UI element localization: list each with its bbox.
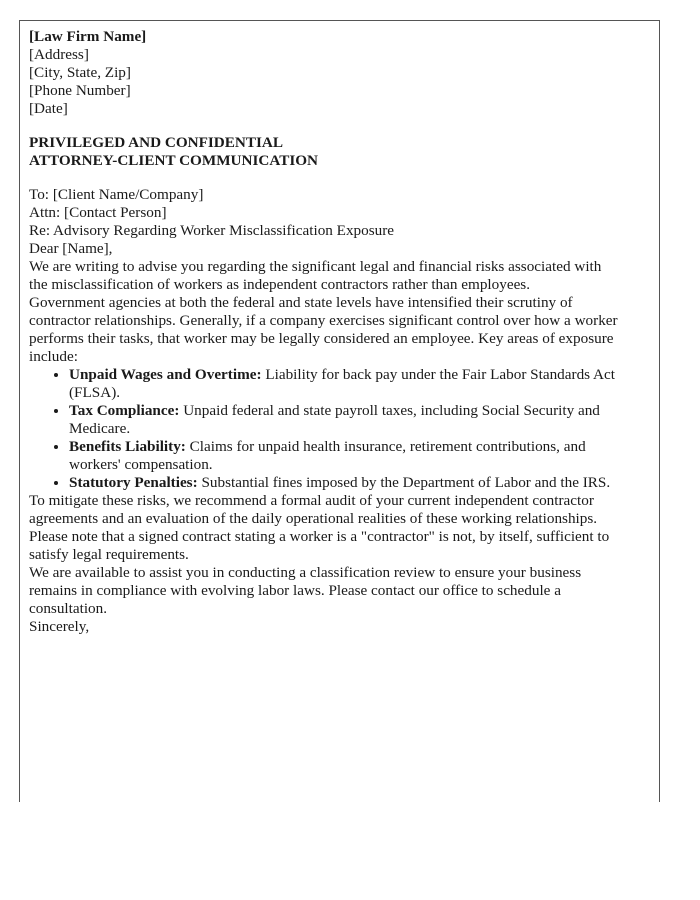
subject-line: Re: Advisory Regarding Worker Misclassification Exposure [29,222,395,239]
firm-city-state-zip: [City, State, Zip] [29,64,131,81]
exposure-list [29,366,619,492]
exposure-term: Benefits Liability: [69,438,186,455]
firm-phone: [Phone Number] [29,82,131,99]
firm-name: [Law Firm Name] [29,28,147,45]
letter-content [29,28,619,636]
exposure-text: Claims for unpaid health insurance, retirement contributions, and workers' compensation. [69,438,586,473]
confidentiality-notice [29,134,619,170]
exposure-text: Liability for back pay under the Fair Labor Standards Act (FLSA). [69,366,615,401]
list-item [69,402,619,438]
intro-paragraph: We are writing to advise you regarding the significant legal and financial risks associated with the misclassification of workers as independent contractors rather than employees. [29,258,602,293]
firm-address: [Address] [29,46,89,63]
recipient-block [29,186,619,240]
letterhead [29,28,619,118]
letter-date: [Date] [29,100,68,117]
closing: Sincerely, [29,618,90,635]
list-item [69,366,619,402]
exposure-term: Unpaid Wages and Overtime: [69,366,262,383]
list-item [69,438,619,474]
exposure-text: Substantial fines imposed by the Department of Labor and the IRS. [197,474,611,491]
mitigate-paragraph: To mitigate these risks, we recommend a formal audit of your current independent contractor agreements and an evaluation of the daily operational realities of these working relationships. Please note that a signed contract stating a worker is a "contractor" is not, by itself, sufficient to satisfy legal requirements. [29,492,610,563]
scrutiny-paragraph: Government agencies at both the federal and state levels have intensified their scrutiny of contractor relationships. Generally, if a company exercises significant control over how a worker performs their tasks, that worker may be legally considered an employee. Key areas of exposure include: [29,294,618,365]
recipient-attn: Attn: [Contact Person] [29,204,167,221]
list-item [69,474,619,492]
exposure-term: Tax Compliance: [69,402,180,419]
recipient-to: To: [Client Name/Company] [29,186,204,203]
exposure-text: Unpaid federal and state payroll taxes, including Social Security and Medicare. [69,402,600,437]
confidentiality-line-1: PRIVILEGED AND CONFIDENTIAL [29,134,284,151]
assist-paragraph: We are available to assist you in conducting a classification review to ensure your business remains in compliance with evolving labor laws. Please contact our office to schedule a consultation. [29,564,582,617]
confidentiality-line-2: ATTORNEY-CLIENT COMMUNICATION [29,152,319,169]
salutation: Dear [Name], [29,240,113,257]
exposure-term: Statutory Penalties: [69,474,198,491]
